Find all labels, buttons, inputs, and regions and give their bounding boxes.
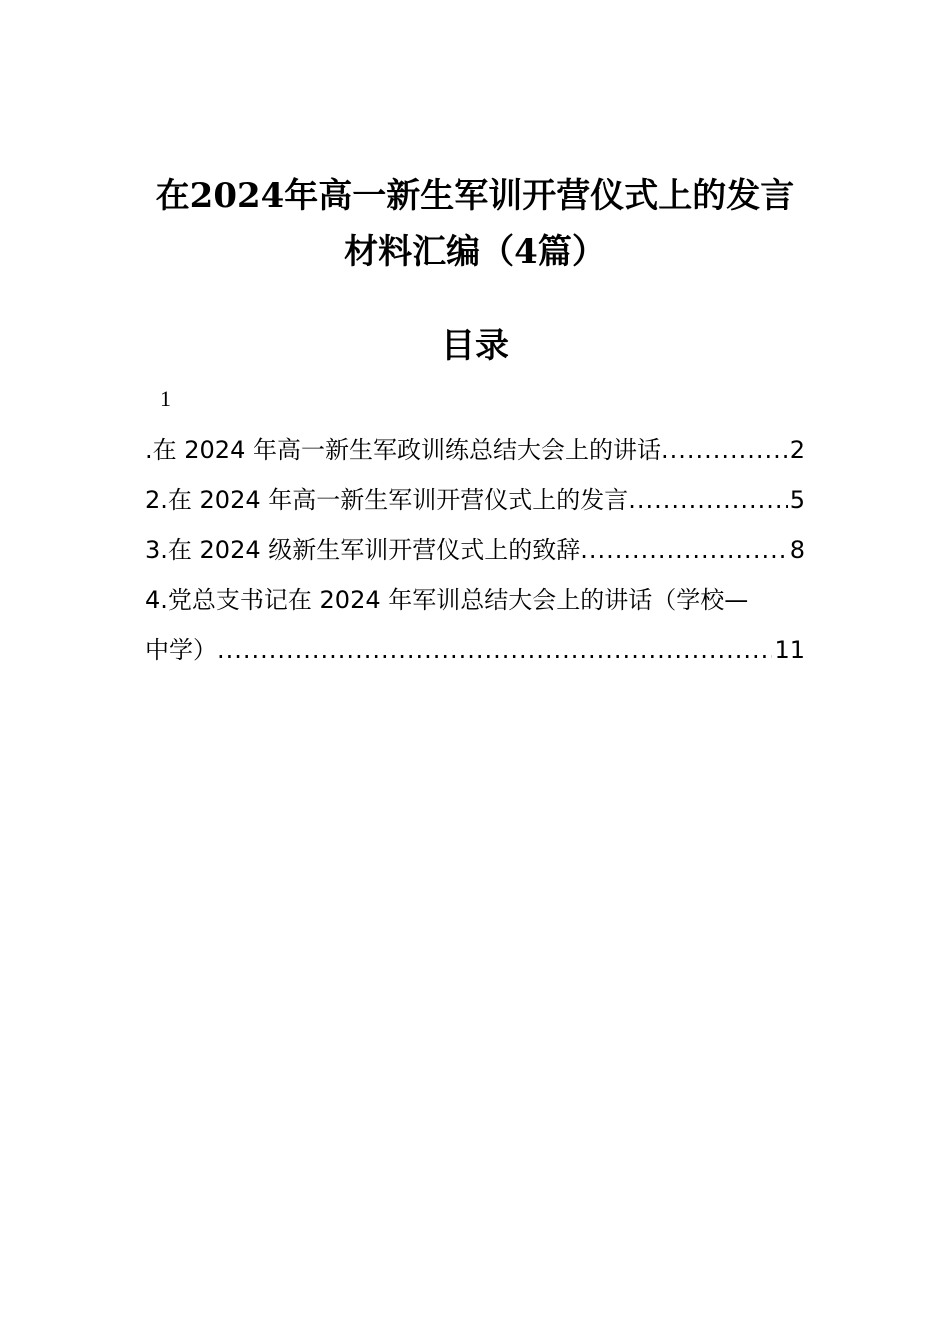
toc-dot-leader (628, 478, 787, 522)
toc-entry-4-continuation (145, 628, 805, 672)
table-of-contents (145, 428, 805, 678)
toc-dot-leader (580, 528, 787, 572)
toc-page-number: 5 (789, 486, 805, 514)
toc-entry-1[interactable] (145, 428, 805, 472)
toc-page-number: 8 (789, 536, 805, 564)
document-title-line-2: 材料汇编（4篇） (344, 232, 606, 272)
toc-entry-4[interactable] (145, 578, 805, 672)
toc-entry-label-line-1: 4.党总支书记在 2024 年军训总结大会上的讲话（学校— (145, 586, 749, 614)
toc-entry-label: 2.在 2024 年高一新生军训开营仪式上的发言 (145, 486, 629, 514)
toc-entry-label: 中学） (145, 636, 217, 664)
toc-entry-2[interactable] (145, 478, 805, 522)
toc-page-number: 11 (774, 636, 805, 664)
document-title-line-1: 在2024年高一新生军训开营仪式上的发言 (155, 176, 795, 216)
toc-entry-3[interactable] (145, 528, 805, 572)
toc-dot-leader (661, 428, 788, 472)
toc-page-number: 2 (789, 436, 805, 464)
toc-entry-label: 3.在 2024 级新生军训开营仪式上的致辞 (145, 536, 581, 564)
toc-dot-leader (217, 628, 772, 672)
toc-heading: 目录 (441, 326, 509, 366)
document-title (120, 168, 830, 280)
stray-number: 1 (160, 386, 171, 411)
toc-entry-label: .在 2024 年高一新生军政训练总结大会上的讲话 (145, 436, 661, 464)
